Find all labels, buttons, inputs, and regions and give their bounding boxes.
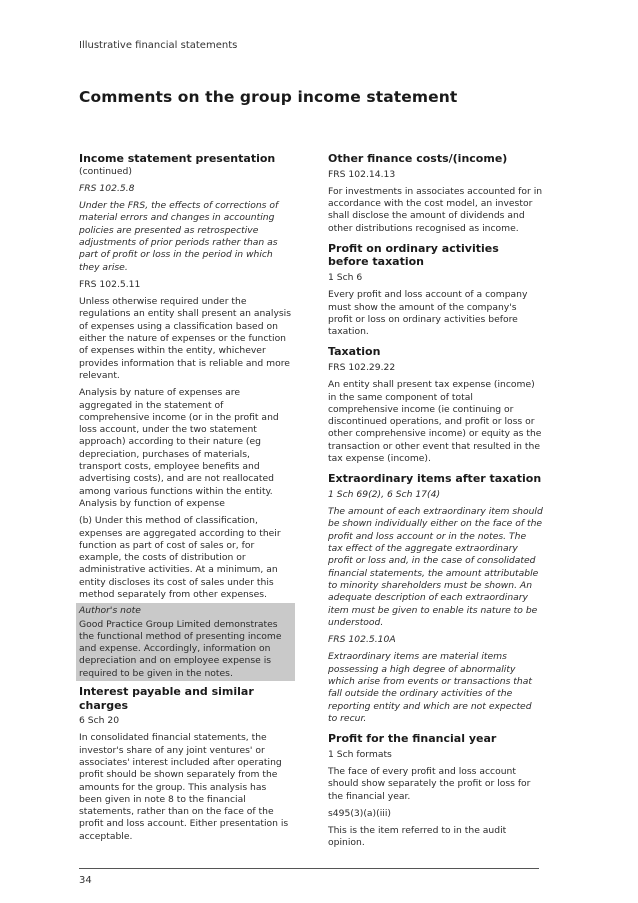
reference-1-sch-formats: 1 Sch formats <box>328 748 392 760</box>
reference-6-sch-20: 6 Sch 20 <box>79 715 120 727</box>
section-heading-interest-payable: Interest payable and similar charges <box>79 685 254 712</box>
paragraph-audit-opinion: This is the item referred to in the audit opinion. <box>328 825 507 849</box>
section-heading-taxation: Taxation <box>328 345 381 359</box>
running-head: Illustrative financial statements <box>79 40 238 51</box>
paragraph-interest-payable: In consolidated financial statements, the investor's share of any joint ventures' or associates' interest included after operating profit should be shown separately from the amounts for the group. This analysis has been given in note 8 to the financial statements, rather than on the face of the profit and loss account. Either presentation is acceptable. <box>79 732 289 842</box>
footer-divider <box>79 868 539 869</box>
authors-note-box <box>76 603 295 681</box>
paragraph-corrections-of-errors: Under the FRS, the effects of corrections of material errors and changes in accounting policies are presented as retrospective adjustments of prior periods rather than as part of profit or loss in the period in which they arise. <box>79 200 279 273</box>
paragraph-tax-expense: An entity shall present tax expense (income) in the same component of total comprehensive income (ie continuing or discontinued operations, and profit or loss or other comprehensive income) or equity as the transaction or other event that resulted in the tax expense (income). <box>328 379 542 465</box>
paragraph-profit-for-financial-year: The face of every profit and loss account should show separately the profit or loss for the financial year. <box>328 765 531 802</box>
section-heading-extraordinary-items: Extraordinary items after taxation <box>328 472 542 486</box>
paragraph-investments-in-associates: For investments in associates accounted for in accordance with the cost model, an investor shall disclose the amount of dividends and other distributions recognised as income. <box>328 185 543 234</box>
reference-frs-102-29-22: FRS 102.29.22 <box>328 361 396 373</box>
section-heading-income-statement-presentation: Income statement presentation <box>79 152 276 165</box>
authors-note-text: Good Practice Group Limited demonstrates the functional method of presenting income and expense. Accordingly, information on depreciation and on employee expense is required to be given in the notes. <box>79 618 282 679</box>
reference-frs-102-14-13: FRS 102.14.13 <box>328 168 396 180</box>
paragraph-extraordinary-item-amount: The amount of each extraordinary item should be shown individually either on the face of the profit and loss account or in the notes. The tax effect of the aggregate extraordinary profit or loss and, in the case of consolidated financial statements, the amount attributable to minority shareholders must be shown. An adequate description of each extraordinary item must be given to enable its nature to be understood. <box>328 506 543 628</box>
page-number: 34 <box>79 875 92 886</box>
paragraph-analysis-by-function: (b) Under this method of classification, expenses are aggregated according to their function as part of cost of sales or, for example, the costs of distribution or administrative activities. At a minimum, an entity discloses its cost of sales under this method separately from other expenses. <box>79 515 281 600</box>
reference-1-sch-6: 1 Sch 6 <box>328 271 363 283</box>
reference-1-sch-69: 1 Sch 69(2), 6 Sch 17(4) <box>328 488 441 500</box>
paragraph-analysis-by-nature: Analysis by nature of expenses are aggregated in the statement of comprehensive income (or in the profit and loss account, under the two statement approach) according to their nature (eg depreciation, purchases of materials, transport costs, employee benefits and advertising costs), and are not reallocated among various functions within the entity. Analysis by function of expense <box>79 387 279 509</box>
reference-s495: s495(3)(a)(iii) <box>328 807 391 819</box>
left-column <box>79 152 292 848</box>
continued-label: (continued) <box>79 165 132 177</box>
reference-frs-102-5-11: FRS 102.5.11 <box>79 278 141 290</box>
paragraph-profit-before-taxation: Every profit and loss account of a company must show the amount of the company's profit or loss on ordinary activities before taxation. <box>328 289 528 338</box>
paragraph-extraordinary-items-definition: Extraordinary items are material items possessing a high degree of abnormality which arise from events or transactions that fall outside the ordinary activities of the reporting entity and which are not expected to recur. <box>328 651 532 724</box>
right-column <box>328 152 543 855</box>
reference-frs-102-5-8: FRS 102.5.8 <box>79 182 135 194</box>
section-heading-profit-before-taxation: Profit on ordinary activities before taxation <box>328 241 499 269</box>
authors-note-label: Author's note <box>79 605 141 617</box>
section-heading-other-finance-costs: Other finance costs/(income) <box>328 152 508 165</box>
paragraph-analysis-of-expenses: Unless otherwise required under the regulations an entity shall present an analysis of expenses using a classification based on either the nature of expenses or the function of expenses within the entity, whichever provides information that is reliable and more relevant. <box>79 296 292 381</box>
reference-frs-102-5-10a: FRS 102.5.10A <box>328 634 396 646</box>
page-title: Comments on the group income statement <box>79 88 458 106</box>
section-heading-profit-for-financial-year: Profit for the financial year <box>328 732 497 746</box>
